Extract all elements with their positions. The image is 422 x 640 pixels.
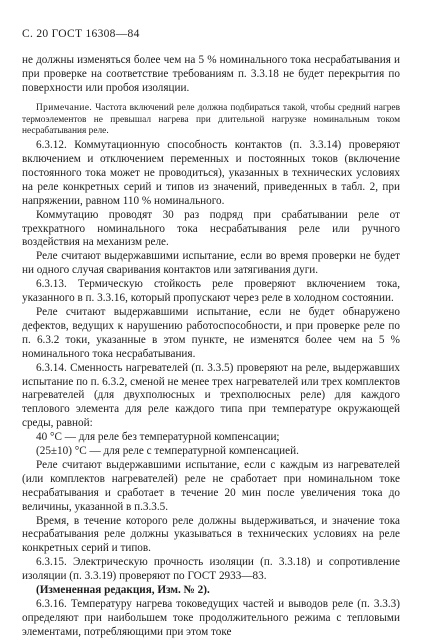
paragraph: Время, в течение которого реле должны выдерживаться, и значение тока несрабатывания реле должны указываться в технических условиях на реле конкретных серий и типов. bbox=[22, 514, 400, 555]
document-body bbox=[22, 54, 400, 640]
paragraph: Реле считают выдержавшими испытание, если с каждым из нагревателей (или комплектов нагревателей) реле не сработает при номинальном токе несрабатывания и сработает в течение 20 мин после увеличения тока до величины, указанной в п.3.3.5. bbox=[22, 458, 400, 513]
paragraph: 40 °С — для реле без температурной компенсации; bbox=[36, 431, 280, 444]
paragraph: (25±10) °С — для реле с температурной компенсацией. bbox=[36, 445, 299, 458]
paragraph: Реле считают выдержавшими испытание, если не будет обнаружено дефектов, ведущих к нарушению работоспособности, и при проверке реле по п. 6.3.2 токи, указанные в этом пункте, не изменятся более чем на 5 % номинального тока несрабатывания. bbox=[22, 305, 400, 360]
paragraph: Реле считают выдержавшими испытание, если во время проверки не будет ни одного случая сваривания контактов или затягивания дуги. bbox=[22, 250, 400, 277]
paragraph: 6.3.13. Термическую стойкость реле проверяют включением тока, указанного в п. 3.3.16, который пропускают через реле в холодном состоянии. bbox=[22, 278, 400, 305]
paragraph: не должны изменяться более чем на 5 % номинального тока несрабатывания и при проверке на соответствие требованиям п. 3.3.18 не будет перекрытия по поверхности или пробоя изоляции. bbox=[22, 54, 400, 94]
amendment-note: (Измененная редакция, Изм. № 2). bbox=[36, 584, 210, 597]
paragraph: Коммутацию проводят 30 раз подряд при срабатывании реле от трехкратного номинального тока несрабатывания реле или ручного воздействия на механизм реле. bbox=[22, 208, 400, 249]
paragraph: 6.3.16. Температуру нагрева токоведущих частей и выводов реле (п. 3.3.3) определяют при наибольшем токе продолжительного режима с тепловыми элементами, потребляющими при этом токе bbox=[22, 598, 400, 638]
paragraph: 6.3.12. Коммутационную способность контактов (п. 3.3.14) проверяют включением и отключением переменных и постоянных токов (включение постоянного тока может не проводиться), указанных в технических условиях на реле конкретных серий и типов из значений, приведенных в табл. 2, при напряжении, равном 110 % номинального. bbox=[22, 139, 400, 207]
note-lead: Примечание. bbox=[36, 102, 93, 113]
note-paragraph bbox=[22, 103, 400, 138]
page-header: С. 20 ГОСТ 16308—84 bbox=[22, 28, 140, 40]
paragraph: 6.3.14. Сменность нагревателей (п. 3.3.5) проверяют на реле, выдержавших испытание по п. 6.3.2, сменой не менее трех нагревателей или трех комплектов нагревателей (для двухполюсных и трехполюсных реле) для каждого теплового элемента для реле каждого типа при температуре окружающей среды, равной: bbox=[22, 361, 400, 430]
paragraph: 6.3.15. Электрическую прочность изоляции (п. 3.3.18) и сопротивление изоляции (п. 3.3.19) проверяют по ГОСТ 2933—83. bbox=[22, 556, 400, 583]
note-text: Частота включений реле должна подбираться такой, чтобы средний нагрев термоэлементов не превышал нагрева при длительной нагрузке номинальным током несрабатывания реле. bbox=[22, 102, 400, 137]
